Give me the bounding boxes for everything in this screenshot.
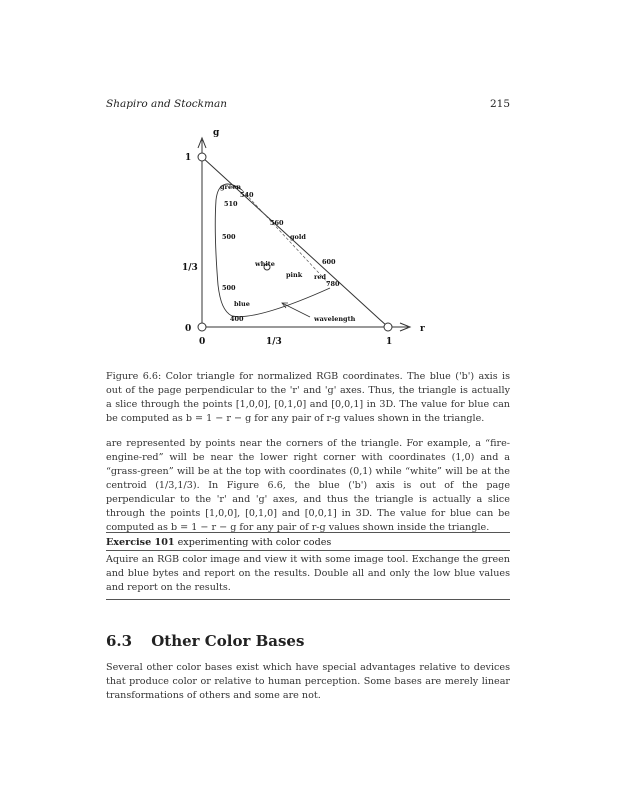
label-560: 560	[270, 219, 284, 227]
label-green: green	[220, 183, 241, 191]
label-540: 540	[240, 191, 254, 199]
label-red: red	[314, 273, 327, 281]
corner-red-circle	[384, 323, 392, 331]
label-510: 510	[224, 200, 238, 208]
section-number: 6.3	[106, 632, 133, 650]
corner-blue-circle	[198, 323, 206, 331]
exercise-label: Exercise 101	[106, 537, 175, 548]
g-tick-0: 0	[185, 324, 192, 334]
section-paragraph: Several other color bases exist which have special advantages relative to devices that produce color or relative to human perception. Some bases are merely linear transformations of others and some are not.	[106, 662, 510, 701]
r-tick-1: 1	[386, 337, 393, 347]
label-500b: 500	[222, 284, 236, 292]
corner-green-circle	[198, 153, 206, 161]
r-tick-third: 1/3	[266, 337, 282, 347]
figure-caption: Figure 6.6: Color triangle for normalized RGB coordinates. The blue ('b') axis is out of the page perpendicular to the 'r' and 'g' axes. Thus, the triangle is actually a slice through the points [1,0,0], [0,1,0] and [0,0,1] in 3D. The value for blue can be computed as b = 1 − r − g for any pair of r-g values shown in the triangle.	[106, 371, 510, 424]
color-triangle-figure	[180, 120, 460, 350]
g-tick-third: 1/3	[182, 263, 198, 273]
label-wavelength: wavelength	[314, 315, 356, 323]
label-blue: blue	[234, 300, 250, 308]
exercise-text: Aquire an RGB color image and view it with some image tool. Exchange the green and blue bytes and report on the results. Double all and only the low blue values and report on the results.	[106, 554, 510, 593]
body-paragraph: are represented by points near the corners of the triangle. For example, a “fire-engine-red” will be near the lower right corner with coordinates (1,0) and a “grass-green” will be at the top with coordinates (0,1) while “white” will be at the centroid (1/3,1/3). In Figure 6.6, the blue ('b') axis is out of the page perpendicular to the 'r' and 'g' axes, and thus the triangle is actually a slice through the points [1,0,0], [0,1,0] and [0,0,1] in 3D. The value for blue can be computed as b = 1 − r − g for any pair of r-g values shown inside the triangle.	[106, 438, 510, 533]
label-400: 400	[230, 315, 244, 323]
exercise-box	[106, 532, 510, 600]
exercise-heading	[106, 536, 510, 551]
page-number: 215	[490, 98, 511, 110]
wavelength-pointer-line	[282, 303, 310, 317]
color-triangle-svg	[180, 120, 460, 350]
label-780: 780	[326, 280, 340, 288]
section-heading	[106, 632, 304, 650]
running-header-title: Shapiro and Stockman	[106, 98, 228, 110]
section-title: Other Color Bases	[151, 632, 305, 650]
g-tick-1: 1	[185, 153, 192, 163]
label-600: 600	[322, 258, 336, 266]
r-axis-label: r	[420, 324, 425, 334]
g-axis-label: g	[213, 128, 220, 138]
label-gold: gold	[290, 233, 306, 241]
r-tick-0: 0	[199, 337, 206, 347]
exercise-title: experimenting with color codes	[177, 537, 332, 548]
label-white: white	[255, 260, 275, 268]
label-500a: 500	[222, 233, 236, 241]
label-pink: pink	[286, 271, 303, 279]
